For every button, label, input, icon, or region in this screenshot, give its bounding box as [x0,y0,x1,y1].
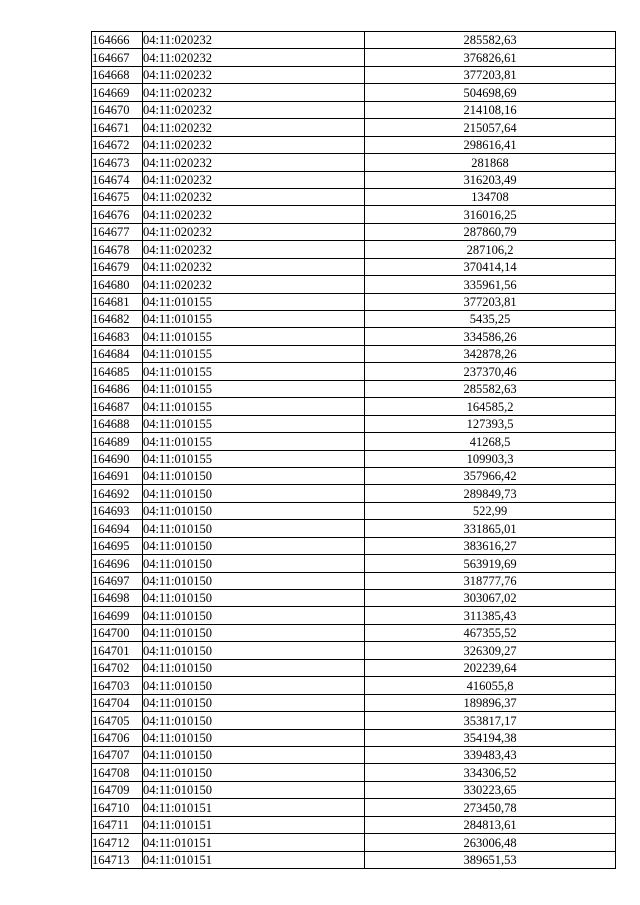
cadastral-number: 04:11:010151 [143,816,365,833]
cadastral-value: 522,99 [365,502,616,519]
row-number: 164706 [92,729,143,746]
cadastral-value: 41268,5 [365,433,616,450]
cadastral-value: 202239,64 [365,659,616,676]
cadastral-number: 04:11:010150 [143,729,365,746]
table-row [92,572,616,589]
cadastral-number: 04:11:010150 [143,624,365,641]
cadastral-value: 377203,81 [365,66,616,83]
table-body [92,32,616,869]
row-number: 164691 [92,467,143,484]
cadastral-value: 215057,64 [365,119,616,136]
cadastral-value-table [91,31,616,869]
cadastral-value: 164585,2 [365,398,616,415]
row-number: 164668 [92,66,143,83]
table-row [92,624,616,641]
table-row [92,729,616,746]
row-number: 164684 [92,345,143,362]
row-number: 164711 [92,816,143,833]
cadastral-number: 04:11:020232 [143,66,365,83]
table-row [92,241,616,258]
row-number: 164678 [92,241,143,258]
row-number: 164673 [92,154,143,171]
table-row [92,555,616,572]
cadastral-number: 04:11:010150 [143,467,365,484]
cadastral-number: 04:11:010150 [143,590,365,607]
cadastral-number: 04:11:020232 [143,171,365,188]
document-page [91,31,616,869]
row-number: 164709 [92,781,143,798]
cadastral-number: 04:11:010151 [143,799,365,816]
cadastral-number: 04:11:010150 [143,555,365,572]
cadastral-value: 389651,53 [365,851,616,868]
cadastral-number: 04:11:010155 [143,311,365,328]
row-number: 164680 [92,276,143,293]
cadastral-number: 04:11:010150 [143,764,365,781]
row-number: 164686 [92,380,143,397]
row-number: 164677 [92,223,143,240]
cadastral-number: 04:11:010150 [143,485,365,502]
cadastral-value: 335961,56 [365,276,616,293]
table-row [92,136,616,153]
table-row [92,345,616,362]
table-row [92,502,616,519]
table-row [92,590,616,607]
table-row [92,433,616,450]
cadastral-number: 04:11:010150 [143,572,365,589]
table-row [92,276,616,293]
cadastral-number: 04:11:020232 [143,154,365,171]
cadastral-value: 127393,5 [365,415,616,432]
cadastral-value: 289849,73 [365,485,616,502]
cadastral-value: 330223,65 [365,781,616,798]
table-row [92,607,616,624]
cadastral-number: 04:11:020232 [143,101,365,118]
cadastral-number: 04:11:020232 [143,119,365,136]
table-row [92,467,616,484]
cadastral-value: 504698,69 [365,84,616,101]
cadastral-value: 370414,14 [365,258,616,275]
row-number: 164705 [92,712,143,729]
table-row [92,851,616,868]
cadastral-value: 318777,76 [365,572,616,589]
cadastral-value: 357966,42 [365,467,616,484]
cadastral-number: 04:11:020232 [143,241,365,258]
row-number: 164703 [92,677,143,694]
table-row [92,380,616,397]
row-number: 164675 [92,188,143,205]
cadastral-value: 316203,49 [365,171,616,188]
table-row [92,363,616,380]
table-row [92,764,616,781]
cadastral-number: 04:11:010150 [143,712,365,729]
cadastral-value: 342878,26 [365,345,616,362]
row-number: 164670 [92,101,143,118]
cadastral-value: 284813,61 [365,816,616,833]
cadastral-value: 377203,81 [365,293,616,310]
cadastral-number: 04:11:010155 [143,293,365,310]
cadastral-value: 214108,16 [365,101,616,118]
cadastral-number: 04:11:020232 [143,84,365,101]
cadastral-value: 326309,27 [365,642,616,659]
cadastral-number: 04:11:010150 [143,537,365,554]
row-number: 164696 [92,555,143,572]
row-number: 164685 [92,363,143,380]
row-number: 164669 [92,84,143,101]
row-number: 164712 [92,834,143,851]
table-row [92,101,616,118]
cadastral-number: 04:11:010150 [143,502,365,519]
row-number: 164708 [92,764,143,781]
cadastral-value: 354194,38 [365,729,616,746]
cadastral-number: 04:11:020232 [143,49,365,66]
cadastral-number: 04:11:010150 [143,746,365,763]
cadastral-value: 316016,25 [365,206,616,223]
row-number: 164692 [92,485,143,502]
row-number: 164671 [92,119,143,136]
cadastral-value: 263006,48 [365,834,616,851]
cadastral-value: 334586,26 [365,328,616,345]
cadastral-number: 04:11:010150 [143,659,365,676]
row-number: 164702 [92,659,143,676]
cadastral-number: 04:11:010150 [143,694,365,711]
table-row [92,258,616,275]
table-row [92,642,616,659]
cadastral-value: 287106,2 [365,241,616,258]
cadastral-value: 285582,63 [365,32,616,49]
cadastral-value: 467355,52 [365,624,616,641]
cadastral-value: 339483,43 [365,746,616,763]
table-row [92,537,616,554]
cadastral-number: 04:11:020232 [143,188,365,205]
table-row [92,311,616,328]
table-row [92,84,616,101]
table-row [92,816,616,833]
row-number: 164679 [92,258,143,275]
cadastral-number: 04:11:010155 [143,450,365,467]
table-row [92,188,616,205]
cadastral-value: 273450,78 [365,799,616,816]
cadastral-value: 109903,3 [365,450,616,467]
cadastral-value: 287860,79 [365,223,616,240]
table-row [92,677,616,694]
row-number: 164690 [92,450,143,467]
cadastral-value: 376826,61 [365,49,616,66]
cadastral-number: 04:11:010151 [143,834,365,851]
row-number: 164694 [92,520,143,537]
cadastral-value: 383616,27 [365,537,616,554]
cadastral-number: 04:11:020232 [143,276,365,293]
cadastral-number: 04:11:010150 [143,520,365,537]
table-row [92,223,616,240]
row-number: 164674 [92,171,143,188]
table-row [92,171,616,188]
cadastral-value: 134708 [365,188,616,205]
row-number: 164681 [92,293,143,310]
table-row [92,415,616,432]
cadastral-number: 04:11:010155 [143,415,365,432]
row-number: 164683 [92,328,143,345]
row-number: 164701 [92,642,143,659]
table-row [92,206,616,223]
cadastral-number: 04:11:010155 [143,380,365,397]
cadastral-number: 04:11:010155 [143,345,365,362]
row-number: 164707 [92,746,143,763]
table-row [92,66,616,83]
cadastral-number: 04:11:010151 [143,851,365,868]
table-row [92,712,616,729]
row-number: 164713 [92,851,143,868]
table-row [92,450,616,467]
table-row [92,293,616,310]
table-row [92,485,616,502]
row-number: 164699 [92,607,143,624]
cadastral-number: 04:11:020232 [143,258,365,275]
table-row [92,328,616,345]
cadastral-number: 04:11:020232 [143,223,365,240]
cadastral-number: 04:11:010155 [143,363,365,380]
row-number: 164698 [92,590,143,607]
cadastral-value: 298616,41 [365,136,616,153]
row-number: 164689 [92,433,143,450]
table-row [92,49,616,66]
cadastral-number: 04:11:020232 [143,136,365,153]
row-number: 164672 [92,136,143,153]
cadastral-number: 04:11:020232 [143,32,365,49]
cadastral-value: 237370,46 [365,363,616,380]
cadastral-value: 281868 [365,154,616,171]
cadastral-number: 04:11:010155 [143,433,365,450]
table-row [92,834,616,851]
cadastral-value: 334306,52 [365,764,616,781]
cadastral-value: 189896,37 [365,694,616,711]
cadastral-number: 04:11:020232 [143,206,365,223]
table-row [92,520,616,537]
cadastral-value: 563919,69 [365,555,616,572]
row-number: 164688 [92,415,143,432]
row-number: 164666 [92,32,143,49]
table-row [92,119,616,136]
row-number: 164710 [92,799,143,816]
cadastral-value: 303067,02 [365,590,616,607]
cadastral-value: 5435,25 [365,311,616,328]
row-number: 164693 [92,502,143,519]
row-number: 164697 [92,572,143,589]
row-number: 164667 [92,49,143,66]
table-row [92,799,616,816]
cadastral-number: 04:11:010150 [143,607,365,624]
table-row [92,154,616,171]
table-row [92,659,616,676]
cadastral-value: 311385,43 [365,607,616,624]
cadastral-value: 353817,17 [365,712,616,729]
table-row [92,781,616,798]
cadastral-number: 04:11:010150 [143,781,365,798]
row-number: 164700 [92,624,143,641]
cadastral-value: 285582,63 [365,380,616,397]
table-row [92,32,616,49]
row-number: 164676 [92,206,143,223]
row-number: 164704 [92,694,143,711]
cadastral-number: 04:11:010155 [143,398,365,415]
table-row [92,398,616,415]
cadastral-number: 04:11:010155 [143,328,365,345]
row-number: 164695 [92,537,143,554]
cadastral-value: 331865,01 [365,520,616,537]
row-number: 164687 [92,398,143,415]
cadastral-number: 04:11:010150 [143,677,365,694]
cadastral-value: 416055,8 [365,677,616,694]
row-number: 164682 [92,311,143,328]
cadastral-number: 04:11:010150 [143,642,365,659]
table-row [92,746,616,763]
table-row [92,694,616,711]
